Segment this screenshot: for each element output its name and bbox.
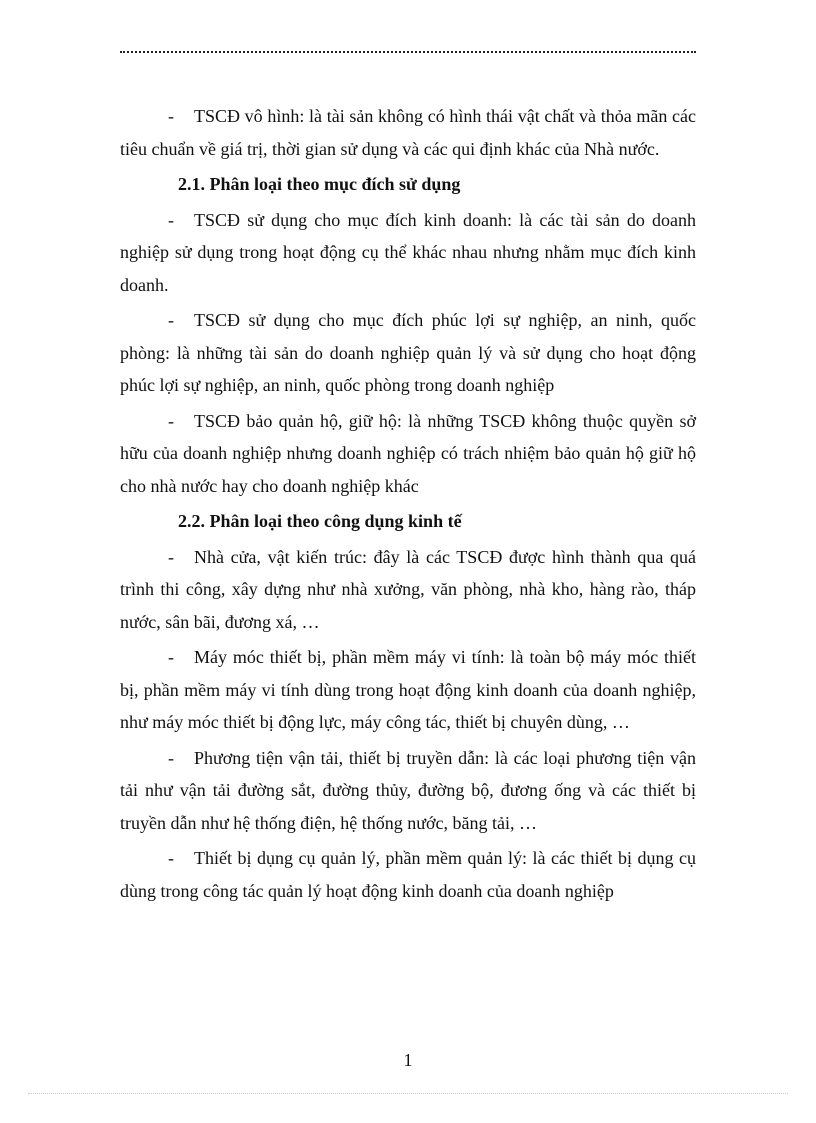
bullet-paragraph (120, 641, 696, 739)
bullet-paragraph (120, 541, 696, 639)
header-dotted-rule (120, 51, 696, 53)
paragraph-text: Máy móc thiết bị, phần mềm máy vi tính: là toàn bộ máy móc thiết bị, phần mềm máy vi tính dùng trong hoạt động kinh doanh của doanh nghiệp, như máy móc thiết bị động lực, máy công tác, thiết bị chuyên dùng, … (120, 647, 696, 732)
paragraph-text: TSCĐ vô hình: là tài sản không có hình thái vật chất và thỏa mãn các tiêu chuẩn về giá trị, thời gian sử dụng và các qui định khác của Nhà nước. (120, 106, 696, 159)
bullet-marker: - (168, 848, 174, 868)
paragraph-text: TSCĐ sử dụng cho mục đích kinh doanh: là các tài sản do doanh nghiệp sử dụng trong hoạt động cụ thể khác nhau nhưng nhằm mục đích kinh doanh. (120, 209, 696, 295)
bullet-paragraph (120, 742, 696, 840)
bullet-marker: - (168, 209, 174, 230)
section-heading: 2.1. Phân loại theo mục đích sử dụng (178, 174, 461, 194)
paragraph-text: Thiết bị dụng cụ quản lý, phần mềm quản lý: là các thiết bị dụng cụ dùng trong công tác quản lý hoạt động kinh doanh của doanh nghiệp (120, 848, 696, 901)
bullet-marker: - (168, 647, 174, 667)
bullet-paragraph (120, 100, 696, 165)
bullet-marker: - (168, 410, 174, 431)
paragraph-text: TSCĐ bảo quản hộ, giữ hộ: là những TSCĐ không thuộc quyền sở hữu của doanh nghiệp nhưng doanh nghiệp có trách nhiệm bảo quản hộ giữ hộ cho nhà nước hay cho doanh nghiệp khác (120, 410, 696, 496)
paragraph-text: Phương tiện vận tải, thiết bị truyền dẫn: là các loại phương tiện vận tải như vận tải đường sắt, đường thủy, đường bộ, đương ống và các thiết bị truyền dẫn như hệ thống điện, hệ thống nước, băng tải, … (120, 747, 696, 833)
paragraph-text: Nhà cửa, vật kiến trúc: đây là các TSCĐ được hình thành qua quá trình thi công, xây dựng như nhà xưởng, văn phòng, nhà kho, hàng rào, tháp nước, sân bãi, đương xá, … (120, 546, 696, 632)
section-heading: 2.2. Phân loại theo công dụng kinh tế (178, 511, 462, 531)
document-body (120, 100, 696, 910)
bullet-paragraph (120, 204, 696, 302)
bullet-marker: - (168, 310, 174, 330)
footer-dotted-rule (28, 1093, 788, 1094)
bullet-paragraph (120, 304, 696, 402)
bullet-paragraph (120, 405, 696, 503)
bullet-marker: - (168, 546, 174, 567)
paragraph-text: TSCĐ sử dụng cho mục đích phúc lợi sự nghiệp, an ninh, quốc phòng: là những tài sản do doanh nghiệp quản lý và sử dụng cho hoạt động phúc lợi sự nghiệp, an ninh, quốc phòng trong doanh nghiệp (120, 310, 696, 395)
bullet-paragraph (120, 842, 696, 907)
bullet-marker: - (168, 106, 174, 126)
page-number: 1 (403, 1050, 413, 1070)
bullet-marker: - (168, 747, 174, 768)
